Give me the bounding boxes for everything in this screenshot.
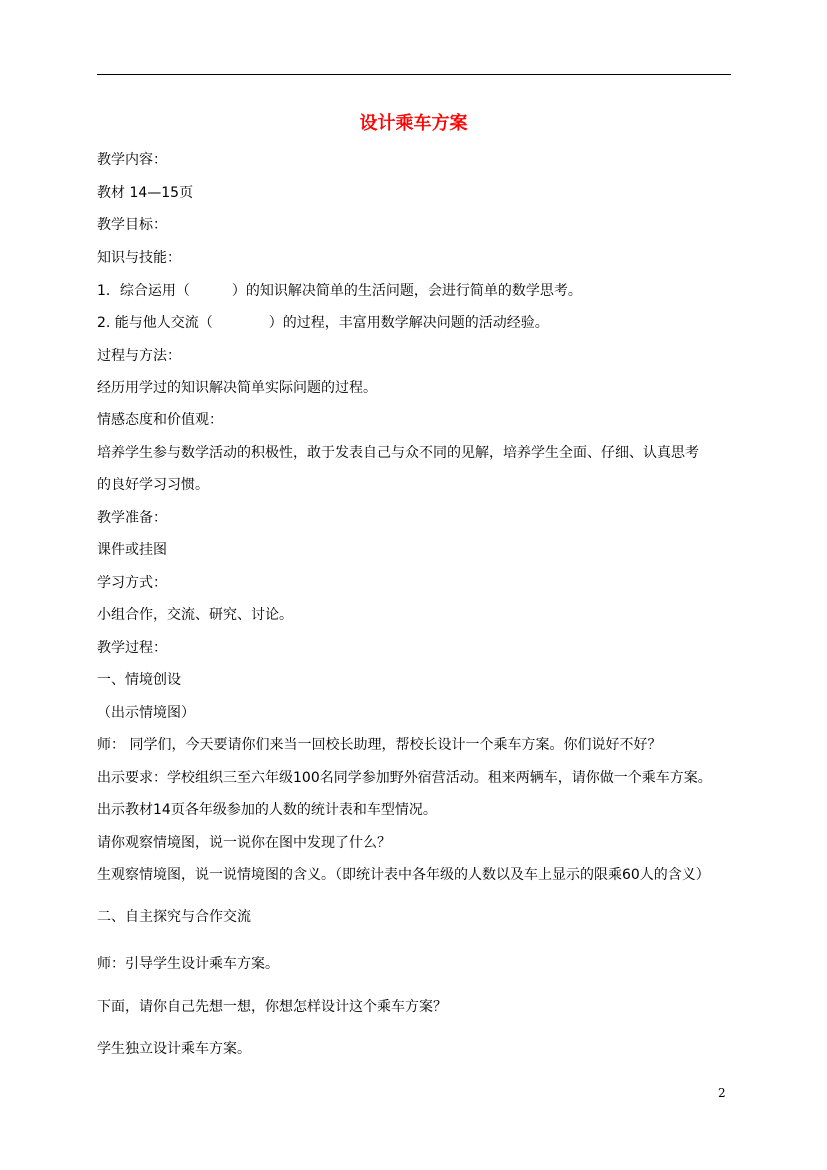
text-line: 教学准备：	[97, 510, 167, 526]
text-line: （出示情境图）	[97, 705, 195, 721]
text-line: 的良好学习习惯。	[97, 477, 209, 493]
text-line: 教学过程：	[97, 640, 167, 656]
text-line: 一、情境创设	[97, 672, 181, 688]
header-rule	[97, 74, 731, 75]
text-line: 师：引导学生设计乘车方案。	[97, 956, 279, 972]
text-line: 教学目标：	[97, 217, 167, 233]
text-line: 教材 14—15页	[97, 185, 194, 201]
text-line: 1．综合运用（ ）的知识解决简单的生活问题，会进行简单的数学思考。	[97, 283, 582, 299]
text-line: 请你观察情境图，说一说你在图中发现了什么？	[97, 835, 391, 851]
text-line: 出示要求：学校组织三至六年级100名同学参加野外宿营活动。租来两辆车，请你做一个乘车方案。	[97, 770, 712, 786]
document-title: 设计乘车方案	[359, 113, 468, 134]
text-line: 过程与方法：	[97, 348, 181, 364]
text-line: 出示教材14页各年级参加的人数的统计表和车型情况。	[97, 802, 437, 818]
text-line: 2. 能与他人交流（ ）的过程，丰富用数学解决问题的活动经验。	[97, 315, 549, 331]
text-line: 知识与技能：	[97, 250, 181, 266]
text-line: 课件或挂图	[97, 542, 167, 558]
text-line: 下面，请你自己先想一想，你想怎样设计这个乘车方案？	[97, 999, 447, 1015]
text-line: 培养学生参与数学活动的积极性，敢于发表自己与众不同的见解，培养学生全面、仔细、认真思考	[97, 445, 699, 461]
text-line: 生观察情境图，说一说情境图的含义。（即统计表中各年级的人数以及车上显示的限乘60人的含义）	[97, 867, 710, 883]
text-line: 小组合作，交流、研究、讨论。	[97, 607, 293, 623]
text-line: 师： 同学们，今天要请你们来当一回校长助理，帮校长设计一个乘车方案。你们说好不好？	[97, 737, 662, 753]
text-line: 学习方式：	[97, 575, 167, 591]
page-number: 2	[718, 1086, 726, 1100]
text-line: 学生独立设计乘车方案。	[97, 1041, 251, 1057]
text-line: 经历用学过的知识解决简单实际问题的过程。	[97, 380, 377, 396]
text-line: 教学内容：	[97, 152, 167, 168]
text-line: 二、自主探究与合作交流	[97, 909, 251, 925]
text-line: 情感态度和价值观：	[97, 412, 223, 428]
